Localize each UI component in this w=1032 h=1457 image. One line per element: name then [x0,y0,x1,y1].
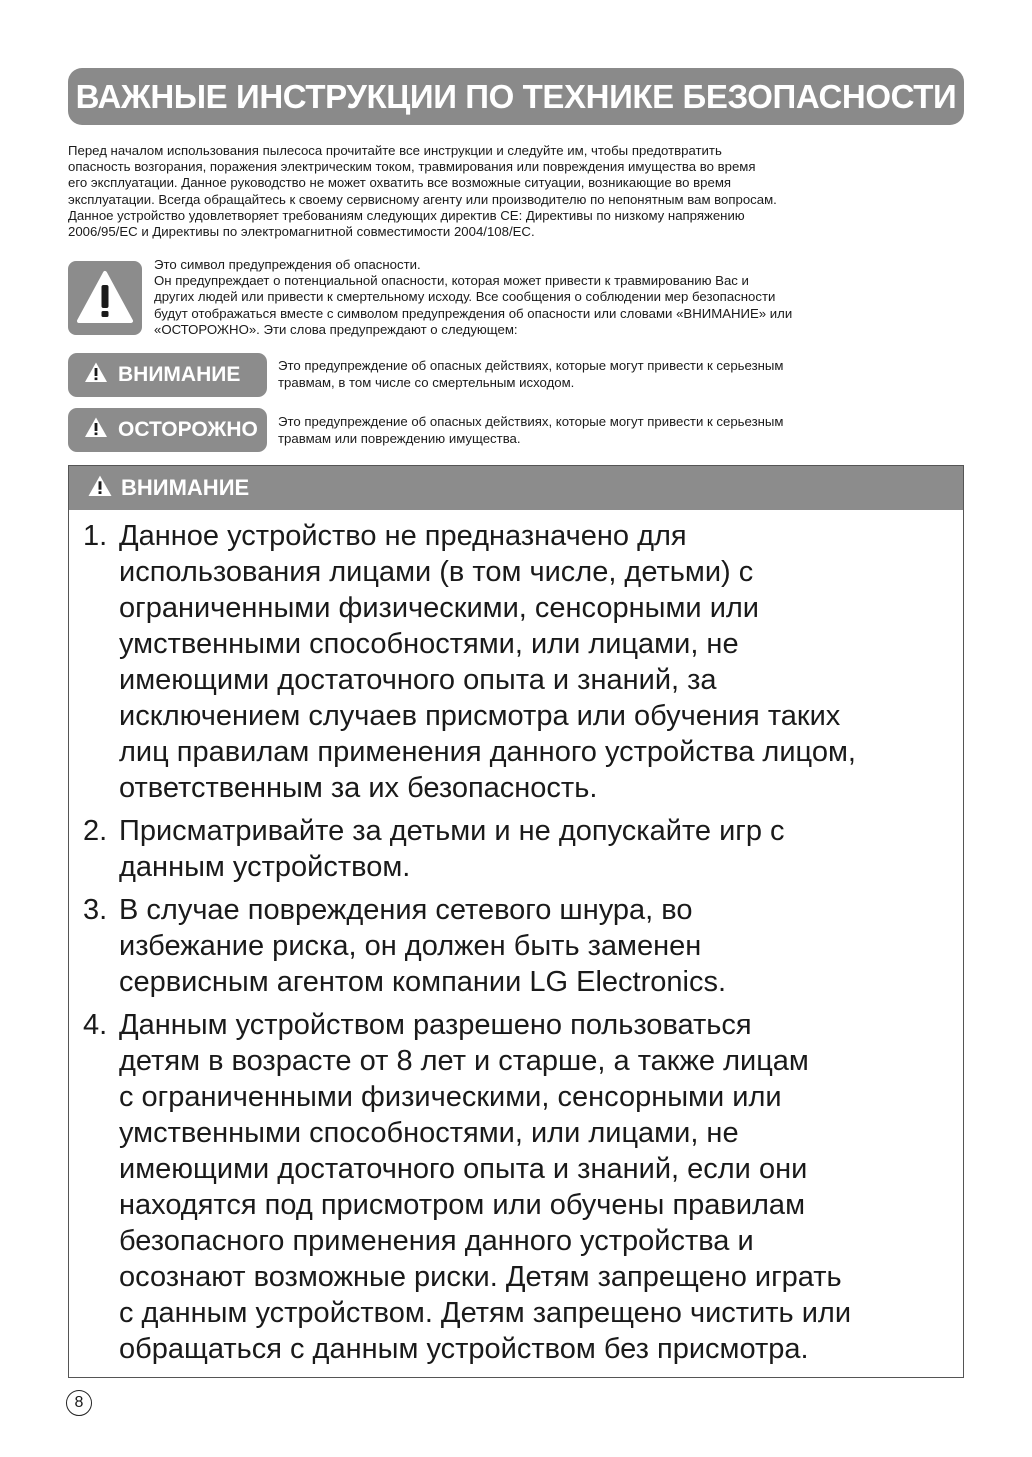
caution-badge [68,408,267,452]
title-banner [68,68,964,125]
symbol-line: будут отображаться вместе с символом предупреждения об опасности или словами «ВНИМАНИЕ» или [154,305,793,321]
warning-description [278,358,968,391]
list-item [69,518,965,806]
caution-badge-label: ОСТОРОЖНО [118,418,258,441]
intro-line: эксплуатации. Всегда обращайтесь к своему сервисному агенту или производителю по непонятным вам вопросам. [68,191,777,207]
warning-description-line: Это предупреждение об опасных действиях, которые могут привести к серьезным [278,358,784,373]
warning-panel-title: ВНИМАНИЕ [121,475,250,500]
list-item-line: безопасного применения данного устройства и [119,1225,754,1257]
list-item-line: имеющими достаточного опыта и знаний, если они [119,1153,808,1185]
list-item [69,813,965,885]
list-item-number: 2. [83,815,108,847]
list-item-line: ответственным за их безопасность. [119,772,598,804]
warning-triangle-icon [84,361,108,389]
list-item-number: 4. [83,1009,108,1041]
symbol-line: «ОСТОРОЖНО». Эти слова предупреждают о следующем: [154,321,518,337]
caution-description-line: травмам или повреждению имущества. [278,430,521,446]
list-item-line: осознают возможные риски. Детям запрещено играть [119,1261,842,1293]
list-item-line: детям в возрасте от 8 лет и старше, а также лицам [119,1045,809,1077]
symbol-line: Это символ предупреждения об опасности. [154,257,421,272]
list-item-line: В случае повреждения сетевого шнура, во [119,894,693,926]
list-item-line: обращаться с данным устройством без присмотра. [119,1333,809,1365]
list-item-line: находятся под присмотром или обучены правилам [119,1189,806,1221]
warning-triangle-icon [87,474,113,503]
warning-badge-label: ВНИМАНИЕ [118,363,241,386]
list-item-line: с ограниченными физическими, сенсорными или [119,1081,782,1113]
list-item-line: использования лицами (в том числе, детьми) с [119,556,754,588]
warning-list [69,518,965,1374]
list-item-line: умственными способностями, или лицами, не [119,628,739,660]
list-item-line: данным устройством. [119,851,411,883]
list-item [69,892,965,1000]
warning-panel [68,465,964,1378]
list-item-line: сервисным агентом компании LG Electronics. [119,966,727,998]
warning-triangle-icon [84,416,108,444]
intro-line: Данное устройство удовлетворяет требованиям следующих директив CE: Директивы по низкому напряжению [68,207,745,223]
list-item-line: с данным устройством. Детям запрещено чистить или [119,1297,852,1329]
intro-line: опасность возгорания, поражения электрическим током, травмирования или повреждения имущества во время [68,159,756,175]
list-item-line: лиц правилам применения данного устройства лицом, [119,736,856,768]
intro-line: Перед началом использования пылесоса прочитайте все инструкции и следуйте им, чтобы предотвратить [68,143,722,158]
list-item-number: 1. [83,520,108,552]
warning-panel-header [69,466,963,510]
intro-line: его эксплуатации. Данное руководство не может охватить все возможные ситуации, возникающие во время [68,175,732,191]
intro-line: 2006/95/EC и Директивы по электромагнитной совместимости 2004/108/EC. [68,224,535,240]
intro-paragraph [68,143,968,240]
page-number-value: 8 [74,1394,84,1411]
list-item-number: 3. [83,894,108,926]
caution-description-line: Это предупреждение об опасных действиях, которые могут привести к серьезным [278,414,784,429]
warning-badge [68,353,267,397]
list-item-line: Присматривайте за детьми и не допускайте игр с [119,815,785,847]
list-item-line: умственными способностями, или лицами, не [119,1117,739,1149]
safety-symbol-description [154,257,964,338]
page-title: ВАЖНЫЕ ИНСТРУКЦИИ ПО ТЕХНИКЕ БЕЗОПАСНОСТИ [75,77,957,115]
list-item [69,1007,965,1367]
warning-triangle-icon [68,261,142,335]
list-item-line: Данное устройство не предназначено для [119,520,687,552]
list-item-line: ограниченными физическими, сенсорными или [119,592,760,624]
list-item-line: имеющими достаточного опыта и знаний, за [119,664,717,696]
caution-description [278,414,968,447]
page-number [66,1390,92,1416]
symbol-line: Он предупреждает о потенциальной опасности, которая может привести к травмированию Вас и [154,273,749,289]
safety-symbol-box [68,261,142,335]
list-item-line: исключением случаев присмотра или обучения таких [119,700,841,732]
symbol-line: других людей или привести к смертельному исходу. Все сообщения о соблюдении мер безопасности [154,289,776,305]
list-item-line: избежание риска, он должен быть заменен [119,930,702,962]
warning-description-line: травмам, в том числе со смертельным исходом. [278,374,575,390]
list-item-line: Данным устройством разрешено пользоваться [119,1009,752,1041]
